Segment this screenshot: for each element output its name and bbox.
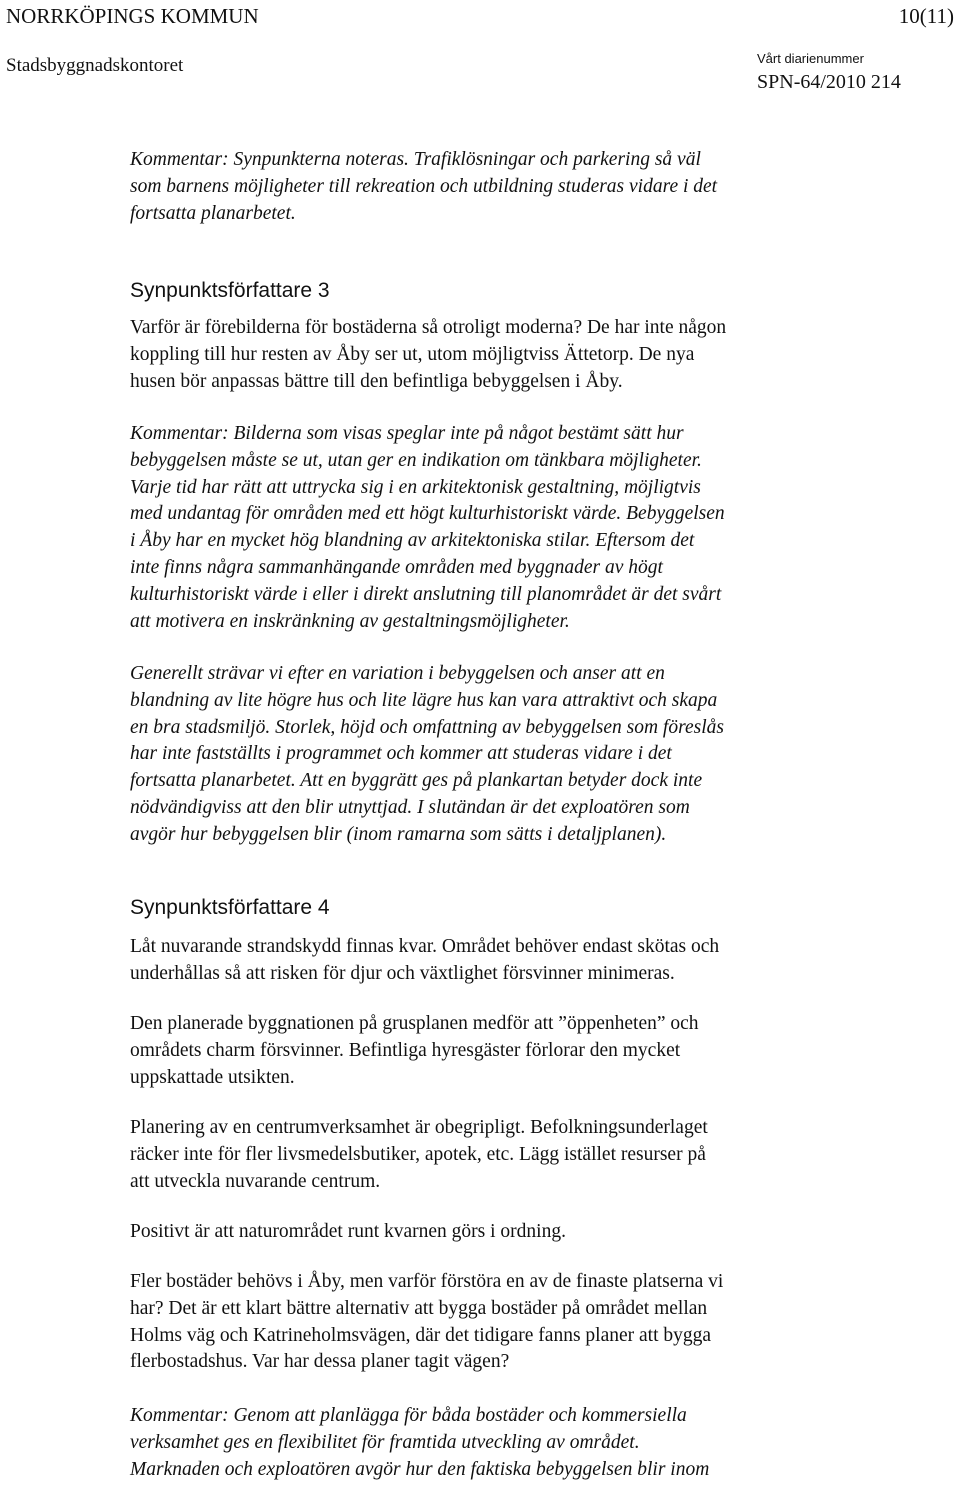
text-line: Positivt är att naturområdet runt kvarnen görs i ordning. bbox=[130, 1221, 566, 1242]
text-line: att utveckla nuvarande centrum. bbox=[130, 1170, 381, 1192]
text-line: fortsatta planarbetet. Att en byggrätt ges på plankartan betyder dock inte bbox=[130, 770, 703, 792]
diarie-label: Vårt diarienummer bbox=[757, 51, 864, 66]
text-line: Varför är förebilderna för bostäderna så otroligt moderna? De har inte någon bbox=[130, 317, 727, 338]
text-line: Varje tid har rätt att uttrycka sig i en arkitektonisk gestaltning, möjligtvis bbox=[130, 476, 701, 498]
text-line: uppskattade utsikten. bbox=[130, 1066, 295, 1088]
section3-statement bbox=[130, 315, 850, 395]
text-line: husen bör anpassas bättre till den befintliga bebyggelsen i Åby. bbox=[130, 370, 623, 392]
text-line: att motivera en inskränkning av gestaltningsmöjligheter. bbox=[130, 610, 570, 632]
organization-name: NORRKÖPINGS KOMMUN bbox=[6, 4, 259, 28]
text-line: fortsatta planarbetet. bbox=[130, 202, 296, 224]
text-line: har? Det är ett klart bättre alternativ att bygga bostäder på området mellan bbox=[130, 1297, 708, 1319]
text-line: avgör hur bebyggelsen blir (inom ramarna som sätts i detaljplanen). bbox=[130, 823, 667, 845]
text-line: inte finns några sammanhängande områden med byggnader av högt bbox=[130, 556, 663, 578]
text-line: flerbostadshus. Var har dessa planer tagit vägen? bbox=[130, 1351, 510, 1373]
section4-paragraph-4 bbox=[130, 1219, 850, 1246]
text-line: som barnens möjligheter till rekreation och utbildning studeras vidare i det bbox=[130, 175, 718, 197]
text-line: verksamhet ges en flexibilitet för framtida utveckling av området. bbox=[130, 1431, 640, 1453]
text-line: Planering av en centrumverksamhet är obegripligt. Befolkningsunderlaget bbox=[130, 1117, 708, 1138]
section4-paragraph-5 bbox=[130, 1269, 850, 1376]
text-line: Fler bostäder behövs i Åby, men varför förstöra en av de finaste platserna vi bbox=[130, 1271, 724, 1292]
section4-paragraph-2 bbox=[130, 1011, 850, 1091]
text-line: underhållas så att risken för djur och växtlighet försvinner minimeras. bbox=[130, 962, 675, 984]
text-line: en bra stadsmiljö. Storlek, höjd och omfattning av bebyggelsen som föreslås bbox=[130, 716, 724, 738]
text-line: nödvändigviss att den blir utnyttjad. I slutändan är det exploatören som bbox=[130, 796, 690, 818]
section3-comment bbox=[130, 421, 850, 635]
text-line: Den planerade byggnationen på grusplanen medför att ”öppenheten” och bbox=[130, 1013, 699, 1034]
section4-comment bbox=[130, 1403, 850, 1483]
text-line: Generellt strävar vi efter en variation i bebyggelsen och anser att en bbox=[130, 663, 665, 684]
text-line: har inte fastställts i programmet och kommer att studeras vidare i det bbox=[130, 743, 672, 765]
diarie-number: SPN-64/2010 214 bbox=[757, 71, 901, 93]
text-line: Holms väg och Katrineholmsvägen, där det tidigare fanns planer att bygga bbox=[130, 1324, 712, 1346]
section4-paragraph-3 bbox=[130, 1115, 850, 1195]
section4-paragraph-1 bbox=[130, 934, 850, 988]
text-line: Kommentar: Bilderna som visas speglar inte på något bestämt sätt hur bbox=[130, 423, 684, 444]
text-line: Marknaden och exploatören avgör hur den faktiska bebyggelsen blir inom bbox=[130, 1458, 710, 1480]
text-line: Kommentar: Genom att planlägga för båda bostäder och kommersiella bbox=[130, 1405, 687, 1426]
text-line: kulturhistoriskt värde i eller i direkt anslutning till planområdet är det svårt bbox=[130, 583, 722, 605]
section3-heading: Synpunktsförfattare 3 bbox=[130, 279, 330, 302]
section3-comment-continued bbox=[130, 661, 850, 849]
text-line: blandning av lite högre hus och lite lägre hus kan vara attraktivt och skapa bbox=[130, 689, 718, 711]
text-line: Låt nuvarande strandskydd finnas kvar. Området behöver endast skötas och bbox=[130, 936, 720, 957]
section4-heading: Synpunktsförfattare 4 bbox=[130, 896, 330, 919]
text-line: koppling till hur resten av Åby ser ut, utom möjligtviss Ättetorp. De nya bbox=[130, 343, 695, 365]
page-number: 10(11) bbox=[898, 4, 954, 28]
department-name: Stadsbyggnadskontoret bbox=[6, 55, 184, 76]
text-line: områdets charm försvinner. Befintliga hyresgäster förlorar den mycket bbox=[130, 1039, 681, 1061]
text-line: Kommentar: Synpunkterna noteras. Trafiklösningar och parkering så väl bbox=[130, 149, 701, 170]
text-line: räcker inte för fler livsmedelsbutiker, apotek, etc. Lägg istället resurser på bbox=[130, 1143, 706, 1165]
text-line: i Åby har en mycket hög blandning av arkitektoniska stilar. Eftersom det bbox=[130, 530, 695, 552]
text-line: med undantag för områden med ett högt kulturhistoriskt värde. Bebyggelsen bbox=[130, 503, 725, 525]
text-line: bebyggelsen måste se ut, utan ger en indikation om tänkbara möjligheter. bbox=[130, 449, 702, 471]
comment-top bbox=[130, 147, 850, 227]
